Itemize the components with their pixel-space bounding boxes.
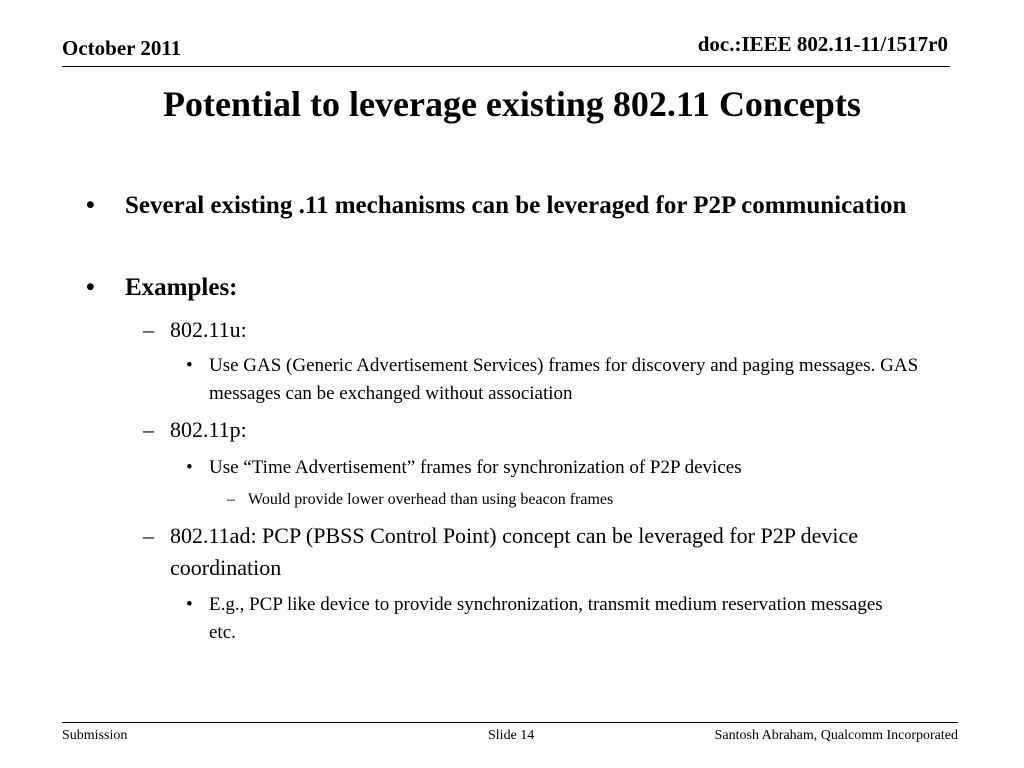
bullet-marker: • xyxy=(186,355,193,376)
dash-marker: – xyxy=(143,317,154,342)
dash-marker: – xyxy=(143,523,154,548)
detail-time-advertisement: Use “Time Advertisement” frames for synchronization of P2P devices xyxy=(209,457,742,478)
bullet-examples: Examples: xyxy=(125,274,238,301)
dash-marker: – xyxy=(227,491,235,508)
header-date: October 2011 xyxy=(62,36,182,60)
footer-slide-number: Slide 14 xyxy=(488,728,535,743)
detail-lower-overhead: Would provide lower overhead than using beacon frames xyxy=(248,491,614,508)
bullet-marker: • xyxy=(86,274,95,301)
bullet-mechanisms: Several existing .11 mechanisms can be leveraged for P2P communication xyxy=(125,192,907,219)
detail-pcp-device: E.g., PCP like device to provide synchronization, transmit medium reservation messages etc. xyxy=(209,594,883,643)
bullet-marker: • xyxy=(186,457,193,478)
example-80211u: 802.11u: xyxy=(170,317,247,342)
footer-submission: Submission xyxy=(62,728,128,743)
bullet-marker: • xyxy=(186,594,193,615)
footer-author: Santosh Abraham, Qualcomm Incorporated xyxy=(714,728,958,743)
header-doc-id: doc.:IEEE 802.11-11/1517r0 xyxy=(697,32,948,56)
slide-title: Potential to leverage existing 802.11 Concepts xyxy=(163,84,861,124)
dash-marker: – xyxy=(143,417,154,442)
example-80211ad: 802.11ad: PCP (PBSS Control Point) concept can be leveraged for P2P device coordination xyxy=(170,523,859,580)
bullet-marker: • xyxy=(86,192,95,219)
footer-divider xyxy=(62,722,958,723)
example-80211p: 802.11p: xyxy=(170,417,247,442)
detail-gas: Use GAS (Generic Advertisement Services) frames for discovery and paging messages. GAS messages can be exchanged without association xyxy=(209,355,919,404)
